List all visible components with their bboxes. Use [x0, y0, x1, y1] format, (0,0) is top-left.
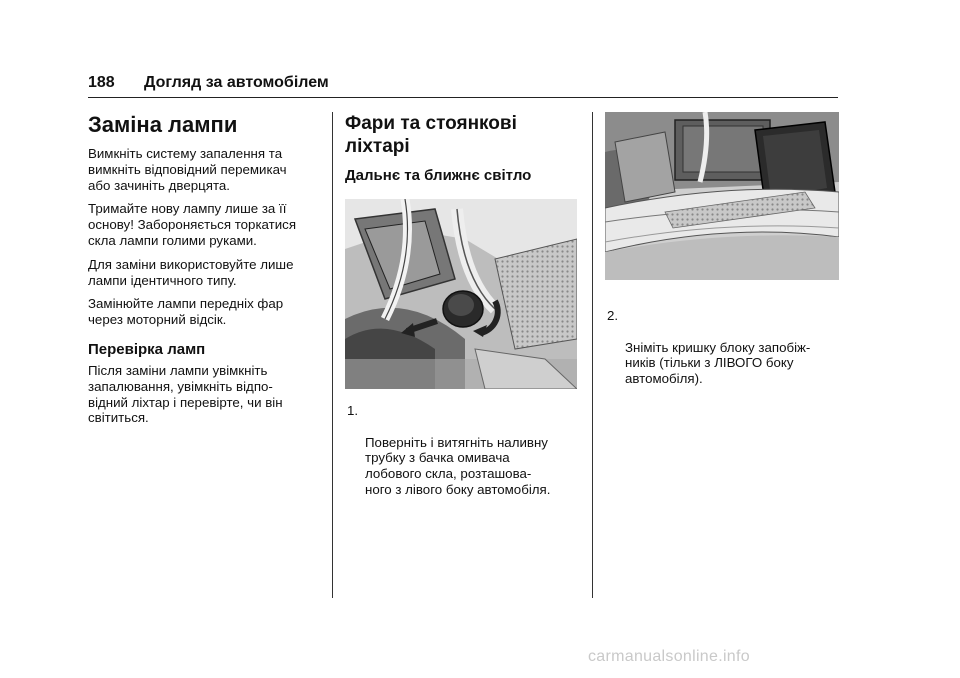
page-number: 188	[88, 74, 115, 91]
left-column	[88, 112, 320, 434]
section-title-headlamps: Фари та стоянкові ліхтарі	[345, 113, 517, 157]
section-title-bulb-replacement: Заміна лампи	[88, 112, 238, 137]
steps-list-right	[605, 308, 840, 387]
paragraph-identical-type: Для заміни використовуйте лише лампи ідентичного типу.	[88, 256, 294, 288]
figure-fuse-box	[605, 112, 839, 280]
paragraph-bulb-check: Після заміни лампи увімкніть запалювання, увімкніть відпо- відний ліхтар і перевірте, чи він світиться.	[88, 362, 283, 426]
subheading-bulb-check: Перевірка ламп	[88, 340, 206, 358]
step-2-text: Зніміть кришку блоку запобіж- ників (тільки з ЛІВОГО боку автомобіля).	[625, 339, 811, 387]
washer-reservoir-illustration	[345, 199, 577, 389]
paragraph-hold-bulb: Тримайте нову лампу лише за її основу! Забороняється торкатися скла лампи голими руками.	[88, 201, 297, 248]
steps-list-middle	[345, 403, 580, 498]
paragraph-ignition: Вимкніть систему запалення та вимкніть відповідний перемикач або зачиніть дверцята.	[88, 146, 287, 193]
step-1	[345, 403, 580, 498]
header-rule	[88, 97, 838, 98]
figure-washer-reservoir	[345, 199, 577, 389]
right-column	[605, 112, 840, 387]
column-divider-1	[332, 112, 333, 598]
step-2	[605, 308, 840, 387]
middle-column	[345, 112, 580, 498]
paragraph-engine-compartment: Замінюйте лампи передніх фар через моторний відсік.	[88, 296, 284, 328]
running-title: Догляд за автомобілем	[144, 74, 329, 91]
watermark: carmanualsonline.info	[588, 648, 750, 665]
step-2-number: 2.	[607, 308, 619, 323]
column-divider-2	[592, 112, 593, 598]
subheading-high-low-beam: Дальнє та ближнє світло	[345, 167, 532, 184]
step-1-number: 1.	[347, 403, 359, 418]
fuse-box-illustration	[605, 112, 839, 280]
step-1-text: Поверніть і витягніть наливну трубку з бачка омивача лобового скла, розташова- ного з лівого боку автомобіля.	[365, 434, 551, 497]
